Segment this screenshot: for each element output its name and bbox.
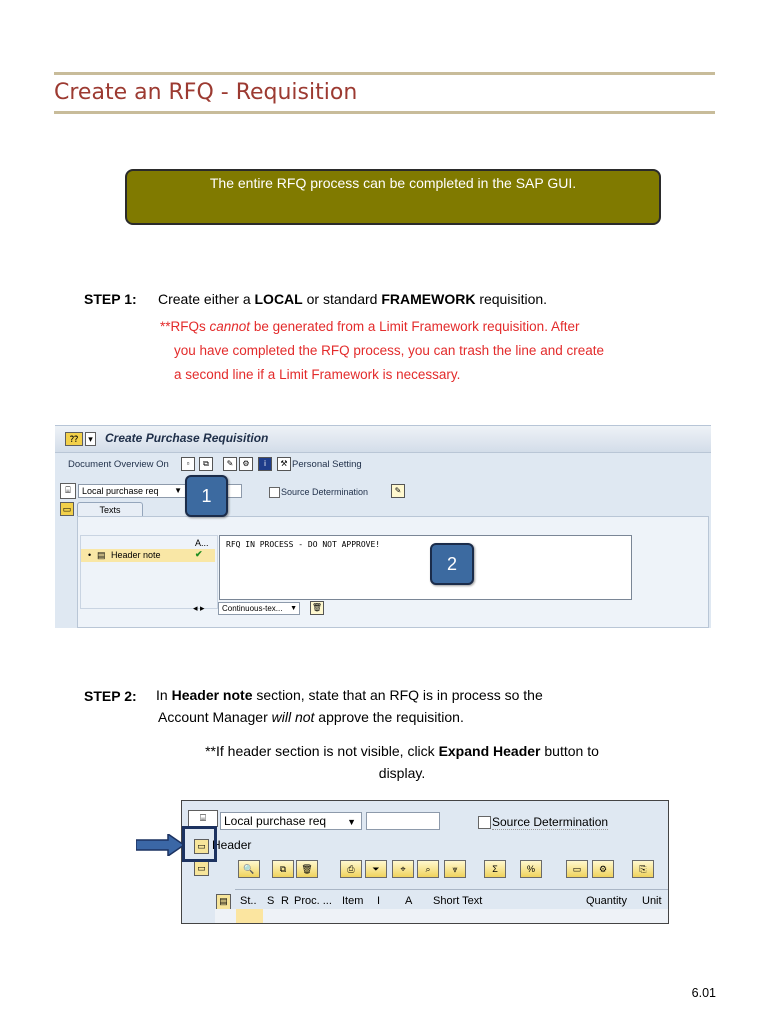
source-determination-label: Source Determination xyxy=(281,487,369,497)
new-document-icon[interactable]: ▫ xyxy=(181,457,195,471)
menu-icon[interactable]: ⁇ xyxy=(65,432,83,446)
cart-icon[interactable]: ⌸ xyxy=(60,483,76,499)
col-a[interactable]: A xyxy=(405,895,413,907)
sort-icon[interactable]: ⩔ xyxy=(444,860,466,878)
dropdown-icon[interactable]: ▾ xyxy=(85,432,96,446)
trash-icon[interactable]: 🗑 xyxy=(310,601,324,615)
col-proc[interactable]: Proc. ... xyxy=(294,895,332,907)
col-a-header: A... xyxy=(195,538,209,548)
format-select[interactable]: Continuous-tex... ▼ xyxy=(218,602,300,615)
callout-badge-2: 2 xyxy=(430,543,474,585)
header-label: Header xyxy=(212,838,252,852)
personal-setting-icon[interactable]: ⚒ xyxy=(277,457,291,471)
source-determination-label: Source Determination xyxy=(492,815,609,829)
hold-icon[interactable]: ⚙ xyxy=(239,457,253,471)
doc-number-input[interactable] xyxy=(366,812,440,830)
step1-note: **RFQs cannot be generated from a Limit Framework requisition. After you have completed the RFQ process, you can trash the line and create a second line if a Limit Framework is necessary. xyxy=(160,319,604,382)
col-item[interactable]: Item xyxy=(342,895,364,907)
doc-type-select[interactable]: Local purchase req ▼ xyxy=(78,484,186,498)
chevron-down-icon: ▼ xyxy=(347,817,356,827)
subtotal-icon[interactable]: % xyxy=(520,860,542,878)
step2-label: STEP 2: xyxy=(84,688,137,704)
empty-table-row[interactable] xyxy=(215,909,668,923)
chevron-down-icon: ▼ xyxy=(174,486,182,495)
page-title: Create an RFQ - Requisition xyxy=(54,80,358,105)
header-note-textarea[interactable]: RFQ IN PROCESS - DO NOT APPROVE! xyxy=(219,535,632,600)
sum-icon[interactable]: Σ xyxy=(484,860,506,878)
sap-screenshot-create-pr xyxy=(55,425,711,628)
col-short-text[interactable]: Short Text xyxy=(433,895,483,907)
scroll-arrows-icon[interactable]: ◂ ▸ xyxy=(193,603,205,613)
other-document-icon[interactable]: ✎ xyxy=(223,457,237,471)
step1-label: STEP 1: xyxy=(84,291,137,307)
copy-icon[interactable]: ⧉ xyxy=(272,860,294,878)
col-s[interactable]: S xyxy=(267,895,275,907)
document-overview-button[interactable]: Document Overview On xyxy=(68,459,169,470)
collapse-header-icon[interactable]: ▭ xyxy=(60,502,74,516)
info-callout: The entire RFQ process can be completed in the SAP GUI. xyxy=(125,169,661,225)
source-determination-checkbox[interactable] xyxy=(478,816,491,829)
filter-icon[interactable]: ⏷ xyxy=(365,860,387,878)
step1-text: Create either a LOCAL or standard FRAMEWORK requisition. xyxy=(158,291,548,307)
export-icon[interactable]: ⎘ xyxy=(632,860,654,878)
print-icon[interactable]: ⎙ xyxy=(340,860,362,878)
note-icon: ▤ xyxy=(97,550,106,560)
text-types-tree xyxy=(80,535,218,609)
status-cell xyxy=(236,909,263,923)
header-note-row[interactable] xyxy=(81,549,215,562)
col-i[interactable]: I xyxy=(377,895,381,907)
document-icon[interactable]: ✎ xyxy=(391,484,405,498)
chevron-down-icon: ▼ xyxy=(290,605,297,612)
find-next-icon[interactable]: ⌕ xyxy=(417,860,439,878)
settings-icon[interactable]: ⚙ xyxy=(592,860,614,878)
title-top-rule xyxy=(54,72,715,75)
col-r[interactable]: R xyxy=(281,895,289,907)
sap-screenshot-expand-header xyxy=(181,800,669,924)
copy-document-icon[interactable]: ⧉ xyxy=(199,457,213,471)
title-bottom-rule xyxy=(54,111,715,114)
bullet-icon: • xyxy=(88,550,92,560)
col-quantity[interactable]: Quantity xyxy=(586,895,627,907)
find-icon[interactable]: ⌖ xyxy=(392,860,414,878)
col-unit[interactable]: Unit xyxy=(642,895,662,907)
step2-text: In Header note section, state that an RFQ is in process so the Account Manager will not approve the requisition. xyxy=(156,687,543,725)
tab-texts[interactable]: Texts xyxy=(77,502,143,517)
expand-header-highlight xyxy=(182,826,217,862)
personal-setting-button[interactable]: Personal Setting xyxy=(292,459,362,470)
layout-icon[interactable]: ▭ xyxy=(566,860,588,878)
doc-type-select[interactable]: Local purchase req ▼ xyxy=(220,812,362,830)
texts-panel xyxy=(77,516,709,628)
callout-badge-1: 1 xyxy=(185,475,228,517)
header-note-label: Header note xyxy=(111,550,161,560)
collapse-icon[interactable]: ▭ xyxy=(194,861,209,876)
step2-note: **If header section is not visible, click Expand Header button to display. xyxy=(205,743,599,781)
delete-icon[interactable]: 🗑 xyxy=(296,860,318,878)
cart-icon[interactable]: ⌸ xyxy=(188,810,218,827)
doc-list-icon: ▤ xyxy=(216,894,231,910)
sap-titlebar xyxy=(55,426,711,453)
expand-header-icon[interactable]: ▭ xyxy=(194,839,209,854)
info-icon[interactable]: i xyxy=(258,457,272,471)
col-status[interactable]: St.. xyxy=(240,895,257,907)
source-determination-checkbox[interactable] xyxy=(269,487,280,498)
checkmark-icon: ✔ xyxy=(195,549,203,559)
sap-window-title: Create Purchase Requisition xyxy=(105,431,269,445)
page-number: 6.01 xyxy=(691,986,716,1000)
arrow-right-icon xyxy=(136,834,184,856)
sap-toolbar xyxy=(55,453,711,475)
detail-icon[interactable]: 🔍 xyxy=(238,860,260,878)
